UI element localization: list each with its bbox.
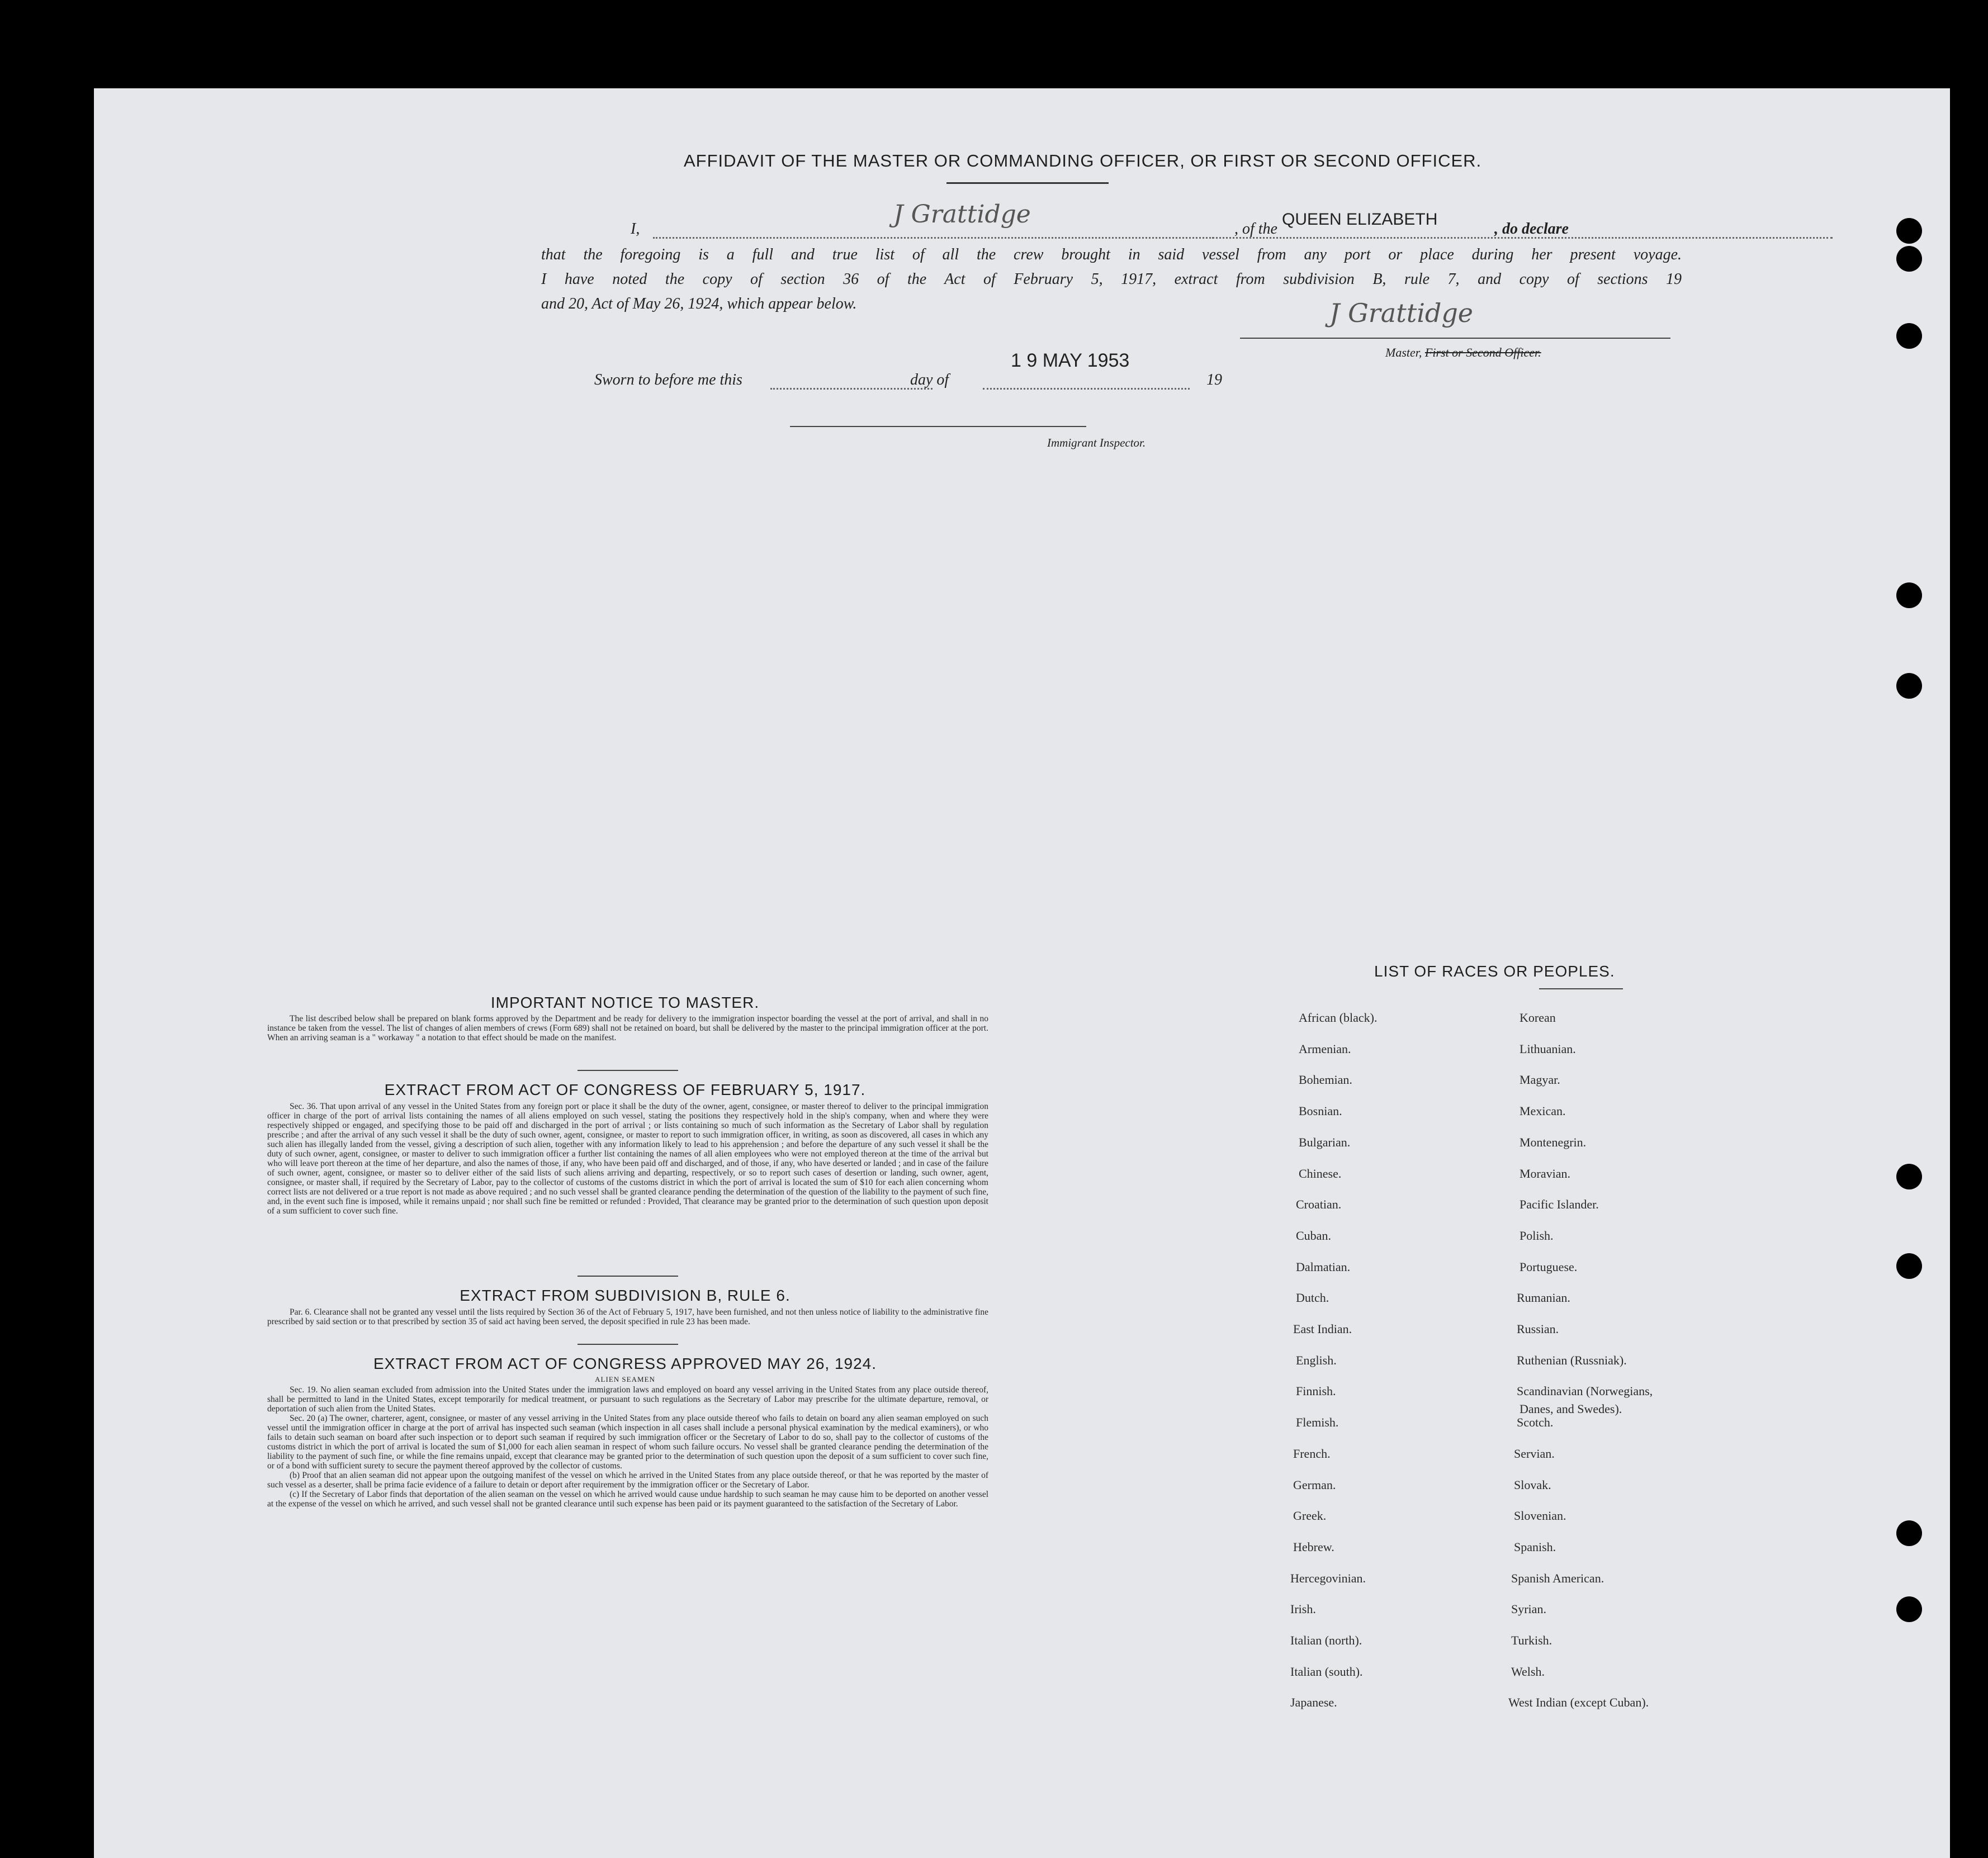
race-item-right: Mexican. [1520, 1104, 1566, 1118]
race-item-right: Slovenian. [1514, 1509, 1566, 1523]
race-item-right: Turkish. [1511, 1633, 1552, 1647]
race-item-right: Spanish. [1514, 1539, 1556, 1554]
master-signature-top: J Grattidge [893, 200, 1031, 229]
punch-hole [1896, 673, 1922, 699]
race-item-left: English. [1296, 1353, 1337, 1367]
race-item-left: Bosnian. [1299, 1104, 1342, 1118]
sec-19-paragraph: Sec. 19. No alien seaman excluded from admission into the United States under the immigration laws and employed on board any vessel arriving in the United States from any place outside thereof, shall be permitted to land in the United States, except temporarily for medical treatment, or pursuant to such regulations as the Secretary of Labor may prescribe for the ultimate departure, removal, or deportation of such alien from the United States. [267, 1385, 988, 1414]
race-item-left: Chinese. [1299, 1166, 1342, 1181]
race-item-right: Ruthenian (Russniak). [1517, 1353, 1627, 1367]
race-item-left: East Indian. [1293, 1322, 1352, 1336]
inspector-signature-line [790, 426, 1086, 427]
declaration-line-2: I have noted the copy of section 36 of the Act of February 5, 1917, extract from subdivision B, rule 7, and copy of sections 19 [541, 271, 1682, 288]
separator-2 [578, 1276, 678, 1277]
master-label [1385, 345, 1541, 360]
rule-6-title: EXTRACT FROM SUBDIVISION B, RULE 6. [460, 1287, 791, 1304]
race-item-right: Slovak. [1514, 1477, 1551, 1492]
day-of-label: day of [910, 371, 949, 388]
alien-seamen-subtitle: ALIEN SEAMEN [595, 1375, 655, 1383]
race-item-right: West Indian (except Cuban). [1508, 1695, 1649, 1710]
race-item-left: Armenian. [1299, 1041, 1351, 1056]
race-item-left: African (black). [1299, 1011, 1378, 1025]
vessel-name: QUEEN ELIZABETH [1282, 210, 1438, 229]
punch-hole [1896, 246, 1922, 272]
master-label-text: Master, [1385, 345, 1422, 359]
do-declare-label: , do declare [1494, 220, 1569, 238]
punch-hole [1896, 1520, 1922, 1546]
rule-6-text [267, 1307, 988, 1326]
separator-1 [578, 1070, 678, 1071]
races-title: LIST OF RACES OR PEOPLES. [1374, 963, 1615, 980]
race-item-right: Montenegrin. [1520, 1135, 1587, 1149]
race-item-left: Flemish. [1296, 1415, 1339, 1430]
extract-1917-paragraph: Sec. 36. That upon arrival of any vessel in the United States from any foreign port or place it shall be the duty of the owner, agent, consignee, or master thereof to deliver to the principal immigration officer in charge of the port of arrival lists containing the names of all aliens employed on such vessel, stating the positions they respectively hold in the ship's company, when and where they were respectively shipped or engaged, and specifying those to be paid off and discharged in the port of arrival ; or lists containing so much of such information as the Secretary of Labor shall by regulation prescribe ; and after the arrival of any such vessel it shall be the duty of such owner, agent, consignee, or master to report to such immigration officer, in writing, as soon as discovered, all cases in which any such alien has illegally landed from the vessel, giving a description of such alien, together with any information likely to lead to his apprehension ; and before the departure of any such vessel it shall be the duty of such owner, agent, consignee, or master to deliver to such immigration officer a further list containing the names of all alien employees who were not employed thereon at the time of the arrival but who will leave port thereon at the time of her departure, and also the names of those, if any, who have been paid off and discharged, and of those, if any, who have deserted or landed ; and in case of the failure of such owner, agent, consignee, or master so to deliver either of the said lists of such aliens arriving and departing, respectively, or so to report such cases of desertion or landing, such owner, agent, consignee, or master shall, if required by the Secretary of Labor, pay to the collector of customs of the customs district in which the port of arrival is located the sum of $10 for each alien concerning whom correct lists are not delivered or a true report is not made as above required ; and no such vessel shall be granted clearance pending the determination of the question of the liability to the payment of such fine, and, in the event such fine is imposed, while it remains unpaid ; nor shall such fine be remitted or refunded : Provided, That clearance may be granted prior to the determination of such question upon deposit of a sum sufficient to cover such fine. [267, 1102, 988, 1216]
sec-20c-paragraph: (c) If the Secretary of Labor finds that deportation of the alien seaman on the vessel on which he arrived would cause undue hardship to such seaman he may cause him to be deported on another vessel at the expense of the vessel on which he arrived, and such vessel shall not be granted clearance until such expense has been paid or its payment guaranteed to the satisfaction of the Secretary of Labor. [267, 1490, 988, 1509]
race-item-right: Portuguese. [1520, 1259, 1578, 1274]
extract-1917-text [267, 1102, 988, 1216]
declaration-line-1: that the foregoing is a full and true list of all the crew brought in said vessel from any port or place during her present voyage. [541, 246, 1682, 263]
punch-hole [1896, 218, 1922, 244]
i-label: I, [631, 220, 640, 238]
race-item-left: Finnish. [1296, 1384, 1336, 1399]
race-item-right: Scandinavian (Norwegians, [1517, 1384, 1653, 1399]
notice-text [267, 1014, 988, 1042]
race-item-right: Russian. [1517, 1322, 1559, 1336]
declaration-line-3: and 20, Act of May 26, 1924, which appear below. [541, 295, 857, 312]
race-right-continuation: Danes, and Swedes). [1520, 1402, 1622, 1416]
race-item-right: Rumanian. [1517, 1291, 1570, 1305]
race-item-right: Servian. [1514, 1446, 1555, 1461]
race-item-right: Lithuanian. [1520, 1041, 1576, 1056]
master-signature: J Grattidge [1329, 298, 1474, 328]
race-item-left: Italian (south). [1290, 1664, 1363, 1679]
punch-hole [1896, 582, 1922, 608]
master-signature-line [1240, 338, 1670, 339]
sworn-day-blank [770, 388, 933, 390]
extract-1924-title: EXTRACT FROM ACT OF CONGRESS APPROVED MAY 26, 1924. [373, 1355, 877, 1372]
punch-hole [1896, 1596, 1922, 1622]
race-item-right: Spanish American. [1511, 1571, 1604, 1585]
race-item-right: Korean [1520, 1011, 1556, 1025]
race-item-left: Bohemian. [1299, 1073, 1352, 1087]
race-item-right: Welsh. [1511, 1664, 1545, 1679]
race-item-right: Magyar. [1520, 1073, 1560, 1087]
race-item-left: Hercegovinian. [1290, 1571, 1366, 1585]
race-item-left: Japanese. [1290, 1695, 1337, 1710]
notice-paragraph: The list described below shall be prepared on blank forms approved by the Department and be ready for delivery to the immigration inspector boarding the vessel at the port of arrival, and shall in no instance be taken from the vessel. The list of changes of alien members of crews (Form 689) shall not be retained on board, but shall be delivered by the master to the principal immigration officer at the port. When an arriving seaman is a " workaway " a notation to that effect should be made on the manifest. [267, 1014, 988, 1042]
race-item-left: Cuban. [1296, 1228, 1331, 1243]
sworn-label: Sworn to before me this [594, 371, 742, 388]
punch-hole [1896, 1164, 1922, 1189]
race-item-left: Irish. [1290, 1602, 1316, 1617]
race-item-right: Moravian. [1520, 1166, 1571, 1181]
race-item-left: Italian (north). [1290, 1633, 1362, 1647]
document-page [94, 88, 1950, 1858]
year-prefix: 19 [1206, 371, 1222, 388]
race-item-right: Syrian. [1511, 1602, 1546, 1617]
punch-hole [1896, 323, 1922, 349]
extract-1924-text [267, 1385, 988, 1509]
race-item-left: Hebrew. [1293, 1539, 1334, 1554]
date-stamp: 1 9 MAY 1953 [1011, 350, 1130, 371]
notice-title: IMPORTANT NOTICE TO MASTER. [490, 994, 760, 1011]
struck-officer-label: First or Second Officer. [1424, 345, 1541, 359]
rule-6-paragraph: Par. 6. Clearance shall not be granted any vessel until the lists required by Section 36 of the Act of February 5, 1917, have been furnished, and not then unless notice of liability to the administrative fine prescribed by said section or to that prescribed by section 35 of said act having been served, the deposit specified in rule 23 has been made. [267, 1307, 988, 1326]
separator-3 [578, 1344, 678, 1345]
races-underline [1539, 988, 1623, 989]
race-item-left: Croatian. [1296, 1197, 1342, 1212]
race-item-right: Polish. [1520, 1228, 1554, 1243]
race-item-left: German. [1293, 1477, 1336, 1492]
sworn-month-blank [983, 388, 1190, 390]
of-the-label: , of the [1234, 220, 1277, 238]
race-item-left: Greek. [1293, 1509, 1327, 1523]
inspector-label: Immigrant Inspector. [1047, 436, 1146, 449]
race-item-right: Pacific Islander. [1520, 1197, 1599, 1212]
race-item-right: Scotch. [1517, 1415, 1554, 1430]
extract-1917-title: EXTRACT FROM ACT OF CONGRESS OF FEBRUARY 5, 1917. [384, 1081, 866, 1098]
race-item-left: Dalmatian. [1296, 1259, 1351, 1274]
affidavit-title: AFFIDAVIT OF THE MASTER OR COMMANDING OFFICER, OR FIRST OR SECOND OFFICER. [684, 151, 1482, 170]
name-blank [653, 237, 1234, 239]
race-item-left: French. [1293, 1446, 1331, 1461]
race-item-left: Dutch. [1296, 1291, 1329, 1305]
race-item-left: Bulgarian. [1299, 1135, 1351, 1149]
sec-20a-paragraph: Sec. 20 (a) The owner, charterer, agent, consignee, or master of any vessel arriving in the United States from any place outside thereof who fails to detain on board any alien seaman employed on such vessel until the immigration officer in charge at the port of arrival has inspected such seaman (which inspection in all cases shall include a personal physical examination by the medical examiners), or who fails to detain such seaman on board after such inspection or to deport such seaman if required by such immigration officer or the Secretary of Labor to do so, shall pay to the collector of customs of the customs district in which the port of arrival is located the sum of $1,000 for each alien seaman in respect of whom such failure occurs. No vessel shall be granted clearance pending the determination of the liability to the payment of such fine, or while the fine remains unpaid, except that clearance may be granted prior to the determination of such question upon the deposit of a sum sufficient to cover such fine, or of a bond with sufficient surety to secure the payment thereof approved by the collector of customs. [267, 1414, 988, 1471]
title-underline [946, 182, 1109, 184]
sec-20b-paragraph: (b) Proof that an alien seaman did not appear upon the outgoing manifest of the vessel on which he arrived in the United States from any place outside thereof, or that he was reported by the master of such vessel as a deserter, shall be prima facie evidence of a failure to detain or deport after requirement by the immigration officer or the Secretary of Labor. [267, 1471, 988, 1490]
punch-hole [1896, 1253, 1922, 1279]
